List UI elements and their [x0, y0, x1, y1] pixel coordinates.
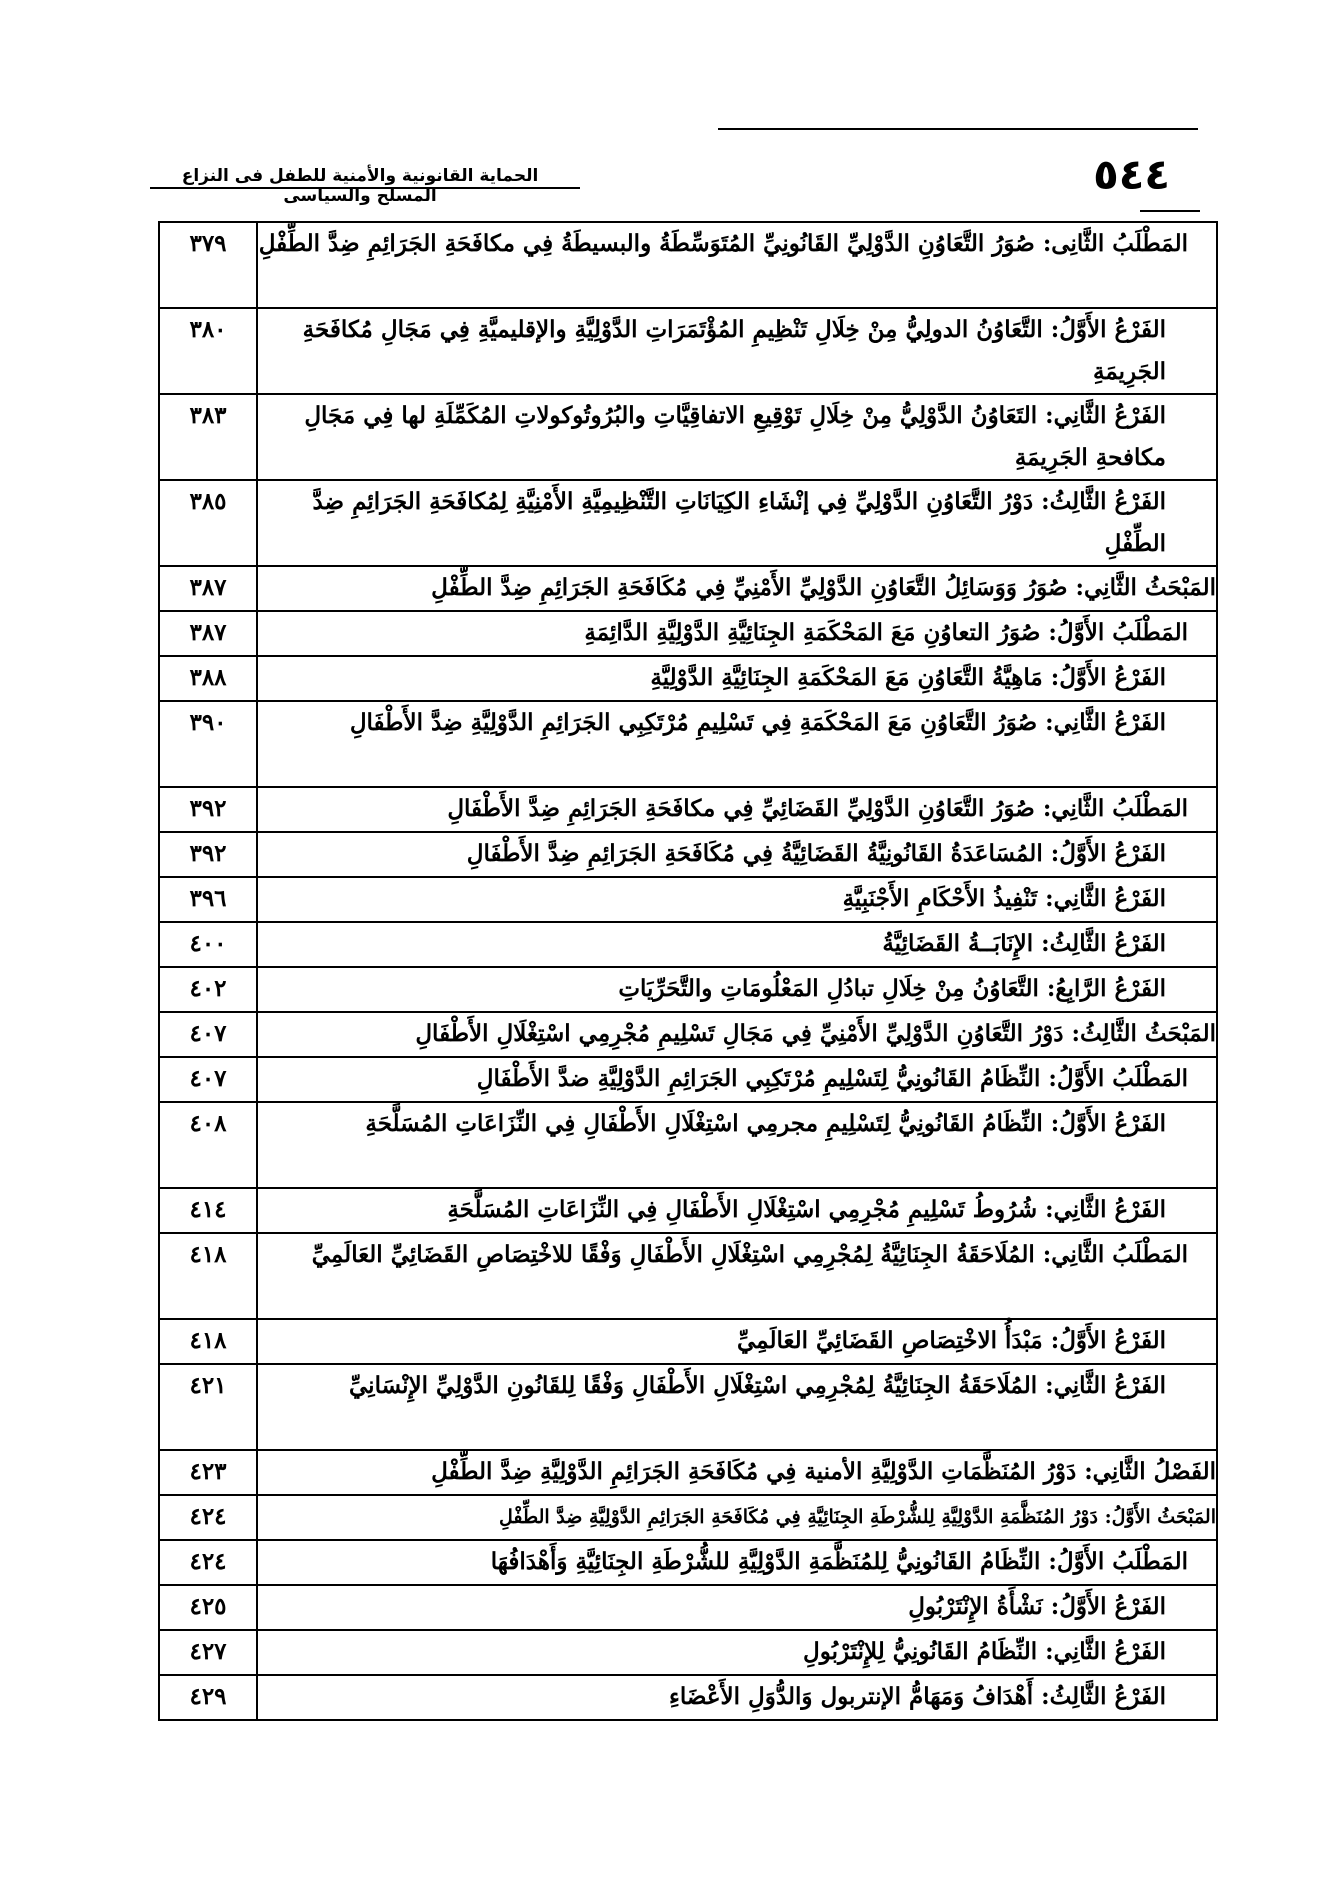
toc-row: [159, 656, 1217, 701]
toc-page-number: ٣٨٣: [159, 394, 257, 480]
toc-row: [159, 1319, 1217, 1364]
toc-entry-text: المَطْلَبُ الثَّانِي: صُوَرُ التَّعَاوُنِ الدَّوْلِيِّ القَضَائِيِّ فِي مكافَحَةِ الجَرَائِمِ ضِدَّ الأَطْفَالِ: [257, 787, 1217, 832]
toc-entry-text: الفَرْعُ الرَّابِعُ: التَّعَاوُنُ مِنْ خِلَالِ تبادُلِ المَعْلُومَاتِ والتَّحَرِّيَاتِ: [257, 967, 1217, 1012]
toc-entry-text: الفَرْعُ الأَوَّلُ: المُسَاعَدَةُ القَانُونِيَّةُ القَضَائِيَّةُ فِي مُكَافَحَةِ الجَرَائِمِ ضِدَّ الأَطْفَالِ: [257, 832, 1217, 877]
toc-page-number: ٤٢٩: [159, 1675, 257, 1720]
header-title-rule: [150, 187, 580, 189]
toc-page-number: ٤٠٠: [159, 922, 257, 967]
toc-row: [159, 967, 1217, 1012]
toc-entry-text: الفَرْعُ الأَوَّلُ: نَشْأَةُ الإِنْتَرْبُولِ: [257, 1585, 1217, 1630]
toc-entry-text: الفَرْعُ الثَّانِي: تَنْفِيذُ الأَحْكَامِ الأَجْنَبِيَّةِ: [257, 877, 1217, 922]
toc-entry-text: المَبْحَثُ الأَوَّلُ: دَوْرُ المُنَظَّمَةِ الدَّوْلِيَّةِ لِلشُّرْطَةِ الجِنَائِيَّةِ فِي مُكَافَحَةِ الجَرَائِمِ الدَّوْلِيَّةِ ضِدَّ الطِّفْلِ: [257, 1495, 1217, 1540]
toc-entry-text: المَبْحَثُ الثَّانِي: صُوَرُ وَوَسَائِلُ التَّعَاوُنِ الدَّوْلِيِّ الأَمْنِيِّ فِي مُكَافَحَةِ الجَرَائِمِ ضِدَّ الطِّفْلِ: [257, 566, 1217, 611]
toc-row: [159, 1364, 1217, 1450]
toc-entry-text: المَطْلَبُ الأَوَّلُ: النِّظَامُ القَانُونِيُّ لِلمُنَظَّمَةِ الدَّوْلِيَّةِ للشُّرْطَةِ الجِنَائِيَّةِ وَأَهْدَافُهَا: [257, 1540, 1217, 1585]
toc-row: [159, 1675, 1217, 1720]
toc-page-number: ٤٠٧: [159, 1012, 257, 1057]
toc-row: [159, 1450, 1217, 1495]
page-number: ٥٤٤: [1093, 150, 1170, 199]
toc-row: [159, 1057, 1217, 1102]
toc-page-number: ٤٠٢: [159, 967, 257, 1012]
toc-row: [159, 308, 1217, 394]
toc-entry-text: الفَرْعُ الثَّالِثُ: أَهْدَافُ وَمَهَامُّ الإنتربول وَالدُّوَلِ الأَعْضَاءِ: [257, 1675, 1217, 1720]
table-of-contents: [158, 221, 1218, 1721]
toc-entry-text: الفَرْعُ الثَّانِي: التَعَاوُنُ الدَّوْلِيُّ مِنْ خِلَالِ تَوْقِيعِ الاتفاقِيَّاتِ والبُرُوتُوكولاتِ المُكَمِّلَةِ لها فِي مَجَالِ مكافحةِ الجَرِيمَةِ: [257, 394, 1217, 480]
toc-row: [159, 832, 1217, 877]
toc-page-number: ٤٢٣: [159, 1450, 257, 1495]
toc-page-number: ٣٩٢: [159, 832, 257, 877]
toc-entry-text: المَطْلَبُ الثَّانِى: صُوَرُ التَّعَاوُنِ الدَّوْلِيِّ القَانُونِيِّ المُتَوَسِّطَةُ والبسيطَةُ فِي مكافَحَةِ الجَرَائِمِ ضِدَّ الطِّفْلِ: [257, 222, 1217, 308]
toc-row: [159, 611, 1217, 656]
toc-row: [159, 701, 1217, 787]
toc-entry-text: الفَرْعُ الأَوَّلُ: التَّعَاوُنُ الدولِيُّ مِنْ خِلَالِ تَنْظِيمِ المُؤْتَمَرَاتِ الدَّوْلِيَّةِ والإقليميَّةِ فِي مَجَالِ مُكافَحَةِ الجَرِيمَةِ: [257, 308, 1217, 394]
toc-row: [159, 1188, 1217, 1233]
toc-page-number: ٤٢١: [159, 1364, 257, 1450]
toc-entry-text: الفَصْلُ الثَّانِي: دَوْرُ المُنَظَّمَاتِ الدَّوْلِيَّةِ الأمنية فِي مُكَافَحَةِ الجَرَائِمِ الدَّوْلِيَّةِ ضِدَّ الطِّفْلِ: [257, 1450, 1217, 1495]
toc-row: [159, 394, 1217, 480]
toc-page-number: ٤٢٤: [159, 1540, 257, 1585]
toc-entry-text: الفَرْعُ الثَّانِي: صُوَرُ التَّعَاوُنِ مَعَ المَحْكَمَةِ فِي تَسْلِيمِ مُرْتَكِبِي الجَرَائِمِ الدَّوْلِيَّةِ ضِدَّ الأَطْفَالِ: [257, 701, 1217, 787]
header-top-rule: [718, 128, 1198, 130]
toc-page-number: ٣٩٦: [159, 877, 257, 922]
toc-row: [159, 1630, 1217, 1675]
toc-page-number: ٣٨٧: [159, 611, 257, 656]
toc-page-number: ٤٢٥: [159, 1585, 257, 1630]
toc-entry-text: الفَرْعُ الثَّالِثُ: الإِنَابَــةُ القَضَائِيَّةُ: [257, 922, 1217, 967]
toc-entry-text: الفَرْعُ الثَّالِثُ: دَوْرُ التَّعَاوُنِ الدَّوْلِيِّ فِي إنْشَاءِ الكِيَانَاتِ التَّنْظِيمِيَّةِ الأَمْنِيَّةِ لِمُكافَحَةِ الجَرَائِمِ ضِدَّ الطِّفْلِ: [257, 480, 1217, 566]
toc-page-number: ٤٠٧: [159, 1057, 257, 1102]
toc-page-number: ٣٨٥: [159, 480, 257, 566]
toc-row: [159, 877, 1217, 922]
toc-entry-text: الفَرْعُ الثَّانِي: المُلَاحَقَةُ الجِنَائِيَّةُ لِمُجْرِمِي اسْتِغْلَالِ الأَطْفَالِ وَفْقًا لِلقَانُونِ الدَّوْلِيِّ الإِنْسَانِيِّ: [257, 1364, 1217, 1450]
toc-page-number: ٣٨٧: [159, 566, 257, 611]
toc-row: [159, 1585, 1217, 1630]
toc-page-number: ٣٧٩: [159, 222, 257, 308]
toc-row: [159, 787, 1217, 832]
toc-row: [159, 922, 1217, 967]
toc-page-number: ٣٨٠: [159, 308, 257, 394]
toc-page-number: ٤٠٨: [159, 1102, 257, 1188]
toc-row: [159, 1495, 1217, 1540]
running-title: الحماية القانونية والأمنية للطفل فى النزاع المسلح والسياسى: [181, 166, 539, 206]
toc-page-number: ٣٩٢: [159, 787, 257, 832]
toc-entry-text: الفَرْعُ الأَوَّلُ: النِّظَامُ القَانُونِيُّ لِتَسْلِيمِ مجرمِي اسْتِغْلَالِ الأَطْفَالِ فِي النِّزَاعَاتِ المُسَلَّحَةِ: [257, 1102, 1217, 1188]
toc-page-number: ٣٩٠: [159, 701, 257, 787]
toc-row: [159, 222, 1217, 308]
toc-entry-text: المَطْلَبُ الثَّانِي: المُلَاحَقَةُ الجِنَائِيَّةُ لِمُجْرِمِي اسْتِغْلَالِ الأَطْفَالِ وَفْقًا للاخْتِصَاصِ القَضَائِيِّ العَالَمِيِّ: [257, 1233, 1217, 1319]
toc-row: [159, 1233, 1217, 1319]
toc-page-number: ٣٨٨: [159, 656, 257, 701]
toc-page-number: ٤١٨: [159, 1233, 257, 1319]
toc-row: [159, 1540, 1217, 1585]
toc-entry-text: المَطْلَبُ الأَوَّلُ: النِّظَامُ القَانُونِيُّ لِتَسْلِيمِ مُرْتَكِبِي الجَرَائِمِ الدَّوْلِيَّةِ ضدَّ الأَطْفَالِ: [257, 1057, 1217, 1102]
toc-page-number: ٤١٤: [159, 1188, 257, 1233]
header-number-rule: [1140, 210, 1200, 212]
page-header: [150, 150, 1200, 206]
toc-entry-text: الفَرْعُ الثَّانِي: شُرُوطُ تَسْلِيمِ مُجْرِمِي اسْتِغْلَالِ الأَطْفَالِ فِي النِّزَاعَاتِ المُسَلَّحَةِ: [257, 1188, 1217, 1233]
toc-page-number: ٤٢٧: [159, 1630, 257, 1675]
toc-entry-text: المَبْحَثُ الثَّالِثُ: دَوْرُ التَّعَاوُنِ الدَّوْلِيِّ الأَمْنِيِّ فِي مَجَالِ تَسْلِيمِ مُجْرِمِي اسْتِغْلَالِ الأَطْفَالِ: [257, 1012, 1217, 1057]
toc-row: [159, 1012, 1217, 1057]
toc-row: [159, 566, 1217, 611]
toc-entry-text: الفَرْعُ الثَّانِي: النِّظَامُ القَانُونِيُّ لِلإِنْتَرْبُولِ: [257, 1630, 1217, 1675]
toc-page-number: ٤٢٤: [159, 1495, 257, 1540]
toc-row: [159, 1102, 1217, 1188]
toc-page-number: ٤١٨: [159, 1319, 257, 1364]
toc-entry-text: المَطْلَبُ الأَوَّلُ: صُوَرُ التعاوُنِ مَعَ المَحْكَمَةِ الجِنَائِيَّةِ الدَّوْلِيَّةِ الدَّائِمَةِ: [257, 611, 1217, 656]
toc-row: [159, 480, 1217, 566]
toc-entry-text: الفَرْعُ الأَوَّلُ: مَاهِيَّةُ التَّعَاوُنِ مَعَ المَحْكَمَةِ الجِنَائِيَّةِ الدَّوْلِيَّةِ: [257, 656, 1217, 701]
toc-entry-text: الفَرْعُ الأَوَّلُ: مَبْدَأُ الاخْتِصَاصِ القَضَائِيِّ العَالَمِيِّ: [257, 1319, 1217, 1364]
